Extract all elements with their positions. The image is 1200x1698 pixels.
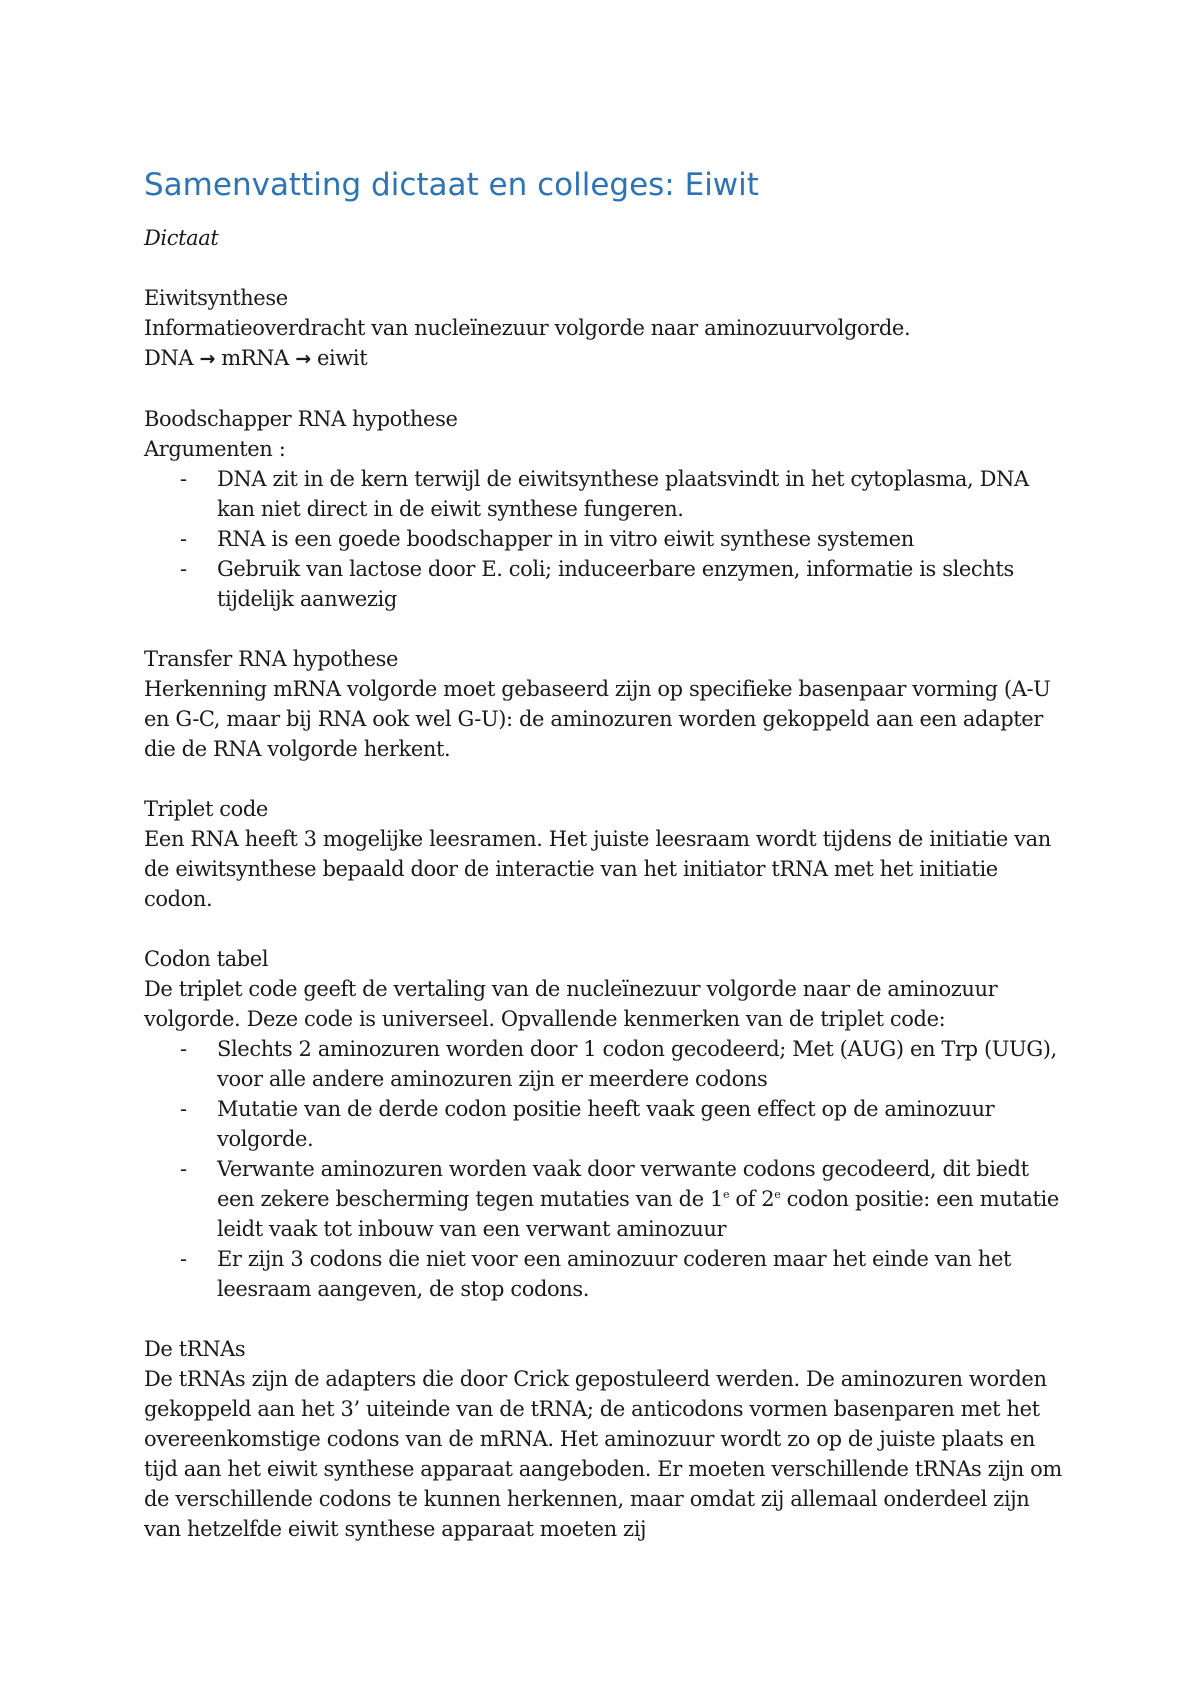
paragraph: Herkenning mRNA volgorde moet gebaseerd zijn op specifieke basenpaar vorming (A-U en G-C, maar bij RNA ook wel G-U): de aminozuren worden gekoppeld aan een adapter die de RNA volgorde herkent. <box>144 677 1051 761</box>
section-triplet-code <box>144 794 1064 914</box>
paragraph: Argumenten : <box>144 437 286 461</box>
superscript: e <box>722 1188 730 1201</box>
paragraph: De triplet code geeft de vertaling van de nucleïnezuur volgorde naar de aminozuur volgorde. Deze code is universeel. Opvallende kenmerken van de triplet code: <box>144 977 998 1031</box>
section-heading: Triplet code <box>144 797 268 821</box>
list-item-text: Verwante aminozuren worden vaak door verwante codons gecodeerd, dit biedt een zekere bescherming tegen mutaties van de 1 <box>217 1157 1029 1211</box>
arrow-right-icon: → <box>295 348 311 370</box>
bullet-list <box>144 464 1064 614</box>
section-de-trnas <box>144 1334 1064 1544</box>
section-heading: Boodschapper RNA hypothese <box>144 407 458 431</box>
list-item: - Er zijn 3 codons die niet voor een aminozuur coderen maar het einde van het leesraam aangeven, de stop codons. <box>217 1244 1064 1304</box>
paragraph: Informatieoverdracht van nucleïnezuur volgorde naar aminozuurvolgorde. <box>144 316 911 340</box>
paragraph: De tRNAs zijn de adapters die door Crick gepostuleerd werden. De aminozuren worden gekoppeld aan het 3’ uiteinde van de tRNA; de anticodons vormen basenparen met het overeenkomstige codons van de mRNA. Het aminozuur wordt zo op de juiste plaats en tijd aan het eiwit synthese apparaat aangeboden. Er moeten verschillende tRNAs zijn om de verschillende codons te kunnen herkennen, maar omdat zij allemaal onderdeel zijn van hetzelfde eiwit synthese apparaat moeten zij <box>144 1367 1062 1541</box>
document-body <box>144 165 1064 1574</box>
flow-eiwit: eiwit <box>310 346 368 370</box>
section-heading: Transfer RNA hypothese <box>144 647 399 671</box>
paragraph: Een RNA heeft 3 mogelijke leesramen. Het juiste leesraam wordt tijdens de initiatie van de eiwitsynthese bepaald door de interactie van het initiator tRNA met het initiatie codon. <box>144 827 1051 911</box>
section-heading: Codon tabel <box>144 947 269 971</box>
list-item: - Mutatie van de derde codon positie heeft vaak geen effect op de aminozuur volgorde. <box>217 1094 1064 1154</box>
bullet-list <box>144 1034 1064 1304</box>
superscript: e <box>774 1188 781 1201</box>
list-item <box>217 1154 1064 1244</box>
list-item-text: codon positie: een mutatie leidt vaak tot inbouw van een verwant aminozuur <box>217 1187 1059 1241</box>
flow-line <box>144 343 1064 374</box>
section-eiwitsynthese <box>144 283 1064 374</box>
list-item: - DNA zit in de kern terwijl de eiwitsynthese plaatsvindt in het cytoplasma, DNA kan niet direct in de eiwit synthese fungeren. <box>217 464 1064 524</box>
arrow-right-icon: → <box>199 348 215 370</box>
list-item: - RNA is een goede boodschapper in in vitro eiwit synthese systemen <box>217 524 1064 554</box>
flow-mrna: mRNA <box>214 346 296 370</box>
section-heading: De tRNAs <box>144 1337 246 1361</box>
flow-dna: DNA <box>144 346 200 370</box>
section-boodschapper-rna <box>144 404 1064 614</box>
section-codon-tabel <box>144 944 1064 1304</box>
document-title: Samenvatting dictaat en colleges: Eiwit <box>144 167 759 203</box>
list-item: - Gebruik van lactose door E. coli; induceerbare enzymen, informatie is slechts tijdelijk aanwezig <box>217 554 1064 614</box>
list-item-text: of 2 <box>729 1187 775 1211</box>
section-heading: Eiwitsynthese <box>144 286 288 310</box>
section-transfer-rna <box>144 644 1064 764</box>
list-item: - Slechts 2 aminozuren worden door 1 codon gecodeerd; Met (AUG) en Trp (UUG), voor alle andere aminozuren zijn er meerdere codons <box>217 1034 1064 1094</box>
subtitle-dictaat: Dictaat <box>144 226 219 250</box>
